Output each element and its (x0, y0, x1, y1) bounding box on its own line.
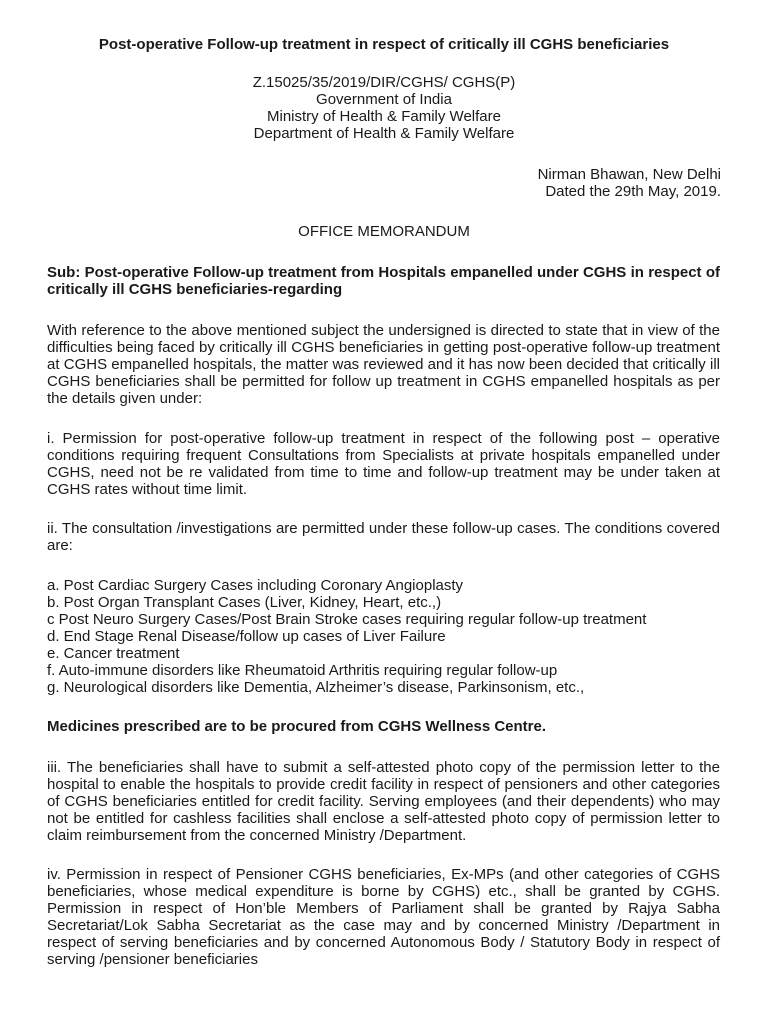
medicines-note: Medicines prescribed are to be procured from CGHS Wellness Centre. (47, 718, 547, 735)
place-date-block (538, 166, 721, 200)
memo-heading: OFFICE MEMORANDUM (298, 223, 470, 240)
date-line: Dated the 29th May, 2019. (545, 183, 721, 200)
list-item: e. Cancer treatment (47, 645, 180, 662)
paragraph-iii: iii. The beneficiaries shall have to submit a self-attested photo copy of the permission letter to the hospital to enable the hospitals to provide credit facility in respect of pensioners and other categories of CGHS beneficiaries entitled for credit facility. Serving employees (and their dependents) who may not be entitled for cashless facilities shall enclose a self-attested photo copy of permission letter to claim reimbursement from the concerned Ministry /Department. (47, 759, 720, 844)
place-line: Nirman Bhawan, New Delhi (537, 166, 721, 183)
list-item: d. End Stage Renal Disease/follow up cases of Liver Failure (47, 628, 446, 645)
paragraph-iv: iv. Permission in respect of Pensioner CGHS beneficiaries, Ex-MPs (and other categories of CGHS beneficiaries, whose medical expenditure is borne by CGHS) etc., shall be granted by CGHS. Permission in respect of Hon’ble Members of Parliament shall be granted by Rajya Sabha Secretariat/Lok Sabha Secretariat as the case may and by concerned Ministry /Department in respect of serving beneficiaries and by concerned Autonomous Body / Statutory Body in respect of serving /pensioner beneficiaries (47, 866, 720, 968)
paragraph-ii: ii. The consultation /investigations are permitted under these follow-up cases. The conditions covered are: (47, 520, 720, 554)
paragraph-i: i. Permission for post-operative follow-up treatment in respect of the following post – operative conditions requiring frequent Consultations from Specialists at private hospitals empanelled under CGHS, need not be re validated from time to time and follow-up treatment may be under taken at CGHS rates without time limit. (47, 430, 720, 498)
ministry-line: Ministry of Health & Family Welfare (267, 108, 501, 125)
list-item: g. Neurological disorders like Dementia, Alzheimer’s disease, Parkinsonism, etc., (47, 679, 585, 696)
subject-line: Sub: Post-operative Follow-up treatment from Hospitals empanelled under CGHS in respect of critically ill CGHS beneficiaries-regarding (47, 264, 720, 298)
department-line: Department of Health & Family Welfare (253, 125, 515, 142)
letterhead (0, 74, 768, 142)
reference-number: Z.15025/35/2019/DIR/CGHS/ CGHS(P) (252, 74, 516, 91)
list-item: f. Auto-immune disorders like Rheumatoid Arthritis requiring regular follow-up (47, 662, 558, 679)
list-item: b. Post Organ Transplant Cases (Liver, Kidney, Heart, etc.,) (47, 594, 442, 611)
list-item: a. Post Cardiac Surgery Cases including Coronary Angioplasty (47, 577, 464, 594)
intro-paragraph: With reference to the above mentioned subject the undersigned is directed to state that in view of the difficulties being faced by critically ill CGHS beneficiaries in getting post-operative follow-up treatment at CGHS empanelled hospitals, the matter was reviewed and it has now been decided that critically ill CGHS beneficiaries shall be permitted for follow up treatment in CGHS empanelled hospitals as per the details given under: (47, 322, 720, 407)
list-item: c Post Neuro Surgery Cases/Post Brain Stroke cases requiring regular follow-up treatment (47, 611, 647, 628)
government-line: Government of India (316, 91, 452, 108)
conditions-list (47, 577, 720, 696)
document-title: Post-operative Follow-up treatment in respect of critically ill CGHS beneficiaries (98, 36, 670, 53)
